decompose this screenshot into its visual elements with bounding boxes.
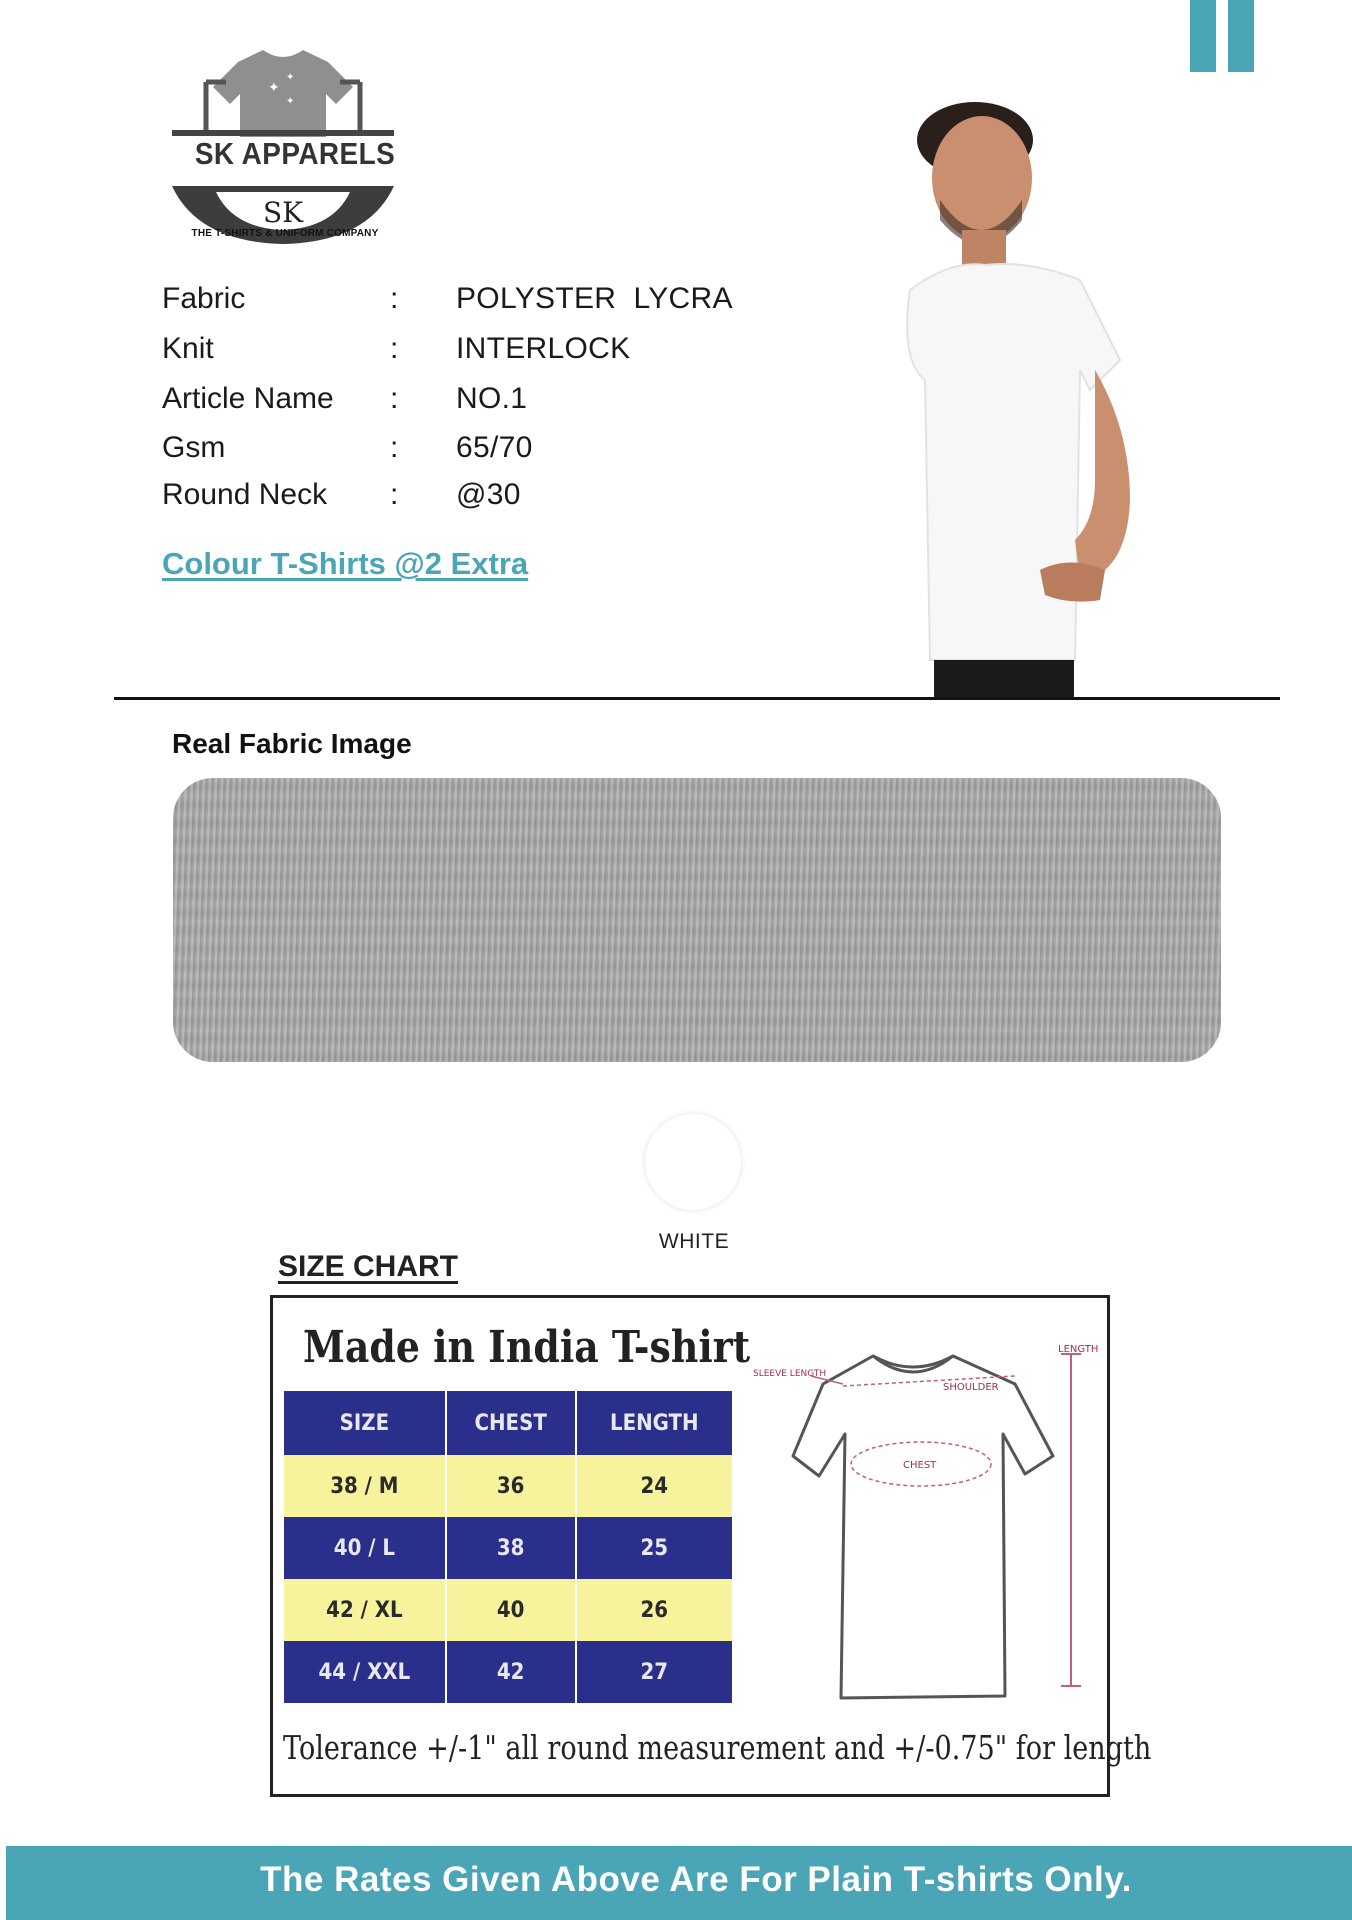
size-chart-title: Made in India T-shirt — [303, 1322, 751, 1373]
chest-cell: 40 — [446, 1579, 576, 1641]
tolerance-note: Tolerance +/-1" all round measurement and +/-0.75" for length — [283, 1728, 1152, 1767]
tshirt-measurement-diagram — [753, 1316, 1105, 1716]
brand-name: SK APPARELS — [194, 136, 396, 171]
size-cell: 44 / XXL — [284, 1641, 446, 1703]
fabric-heading: Real Fabric Image — [172, 728, 412, 759]
length-cell: 24 — [576, 1455, 732, 1517]
size-cell: 40 / L — [284, 1517, 446, 1579]
length-cell: 27 — [576, 1641, 732, 1703]
footer-banner — [6, 1846, 1352, 1920]
chest-cell: 36 — [446, 1455, 576, 1517]
brand-tagline: THE T-SHIRTS & UNIFORM COMPANY — [191, 228, 379, 239]
spec-colon: : — [390, 382, 399, 415]
spec-colon: : — [390, 431, 399, 464]
label-chest: CHEST — [903, 1460, 937, 1471]
colour-name: WHITE — [658, 1230, 730, 1253]
corner-bar-left — [1190, 0, 1216, 72]
size-cell: 38 / M — [284, 1455, 446, 1517]
table-row — [284, 1455, 732, 1517]
colour-tshirts-note: Colour T-Shirts @2 Extra — [162, 546, 529, 581]
column-header-size: SIZE — [284, 1391, 446, 1455]
logo-monogram: SK — [262, 196, 304, 229]
spec-value: @30 — [456, 478, 521, 511]
spec-colon: : — [390, 478, 399, 511]
spec-label: Article Name — [162, 382, 334, 415]
spec-value: NO.1 — [456, 382, 528, 415]
chest-cell: 38 — [446, 1517, 576, 1579]
spec-colon: : — [390, 282, 399, 315]
section-divider — [114, 697, 1280, 700]
spec-value: POLYSTER LYCRA — [456, 282, 733, 315]
svg-text:✦: ✦ — [286, 96, 295, 107]
spec-label: Round Neck — [162, 478, 328, 511]
size-table — [284, 1391, 732, 1703]
spec-label: Gsm — [162, 431, 226, 464]
colour-swatch-white — [645, 1114, 741, 1210]
spec-value: 65/70 — [456, 431, 533, 464]
model-photo — [890, 100, 1250, 700]
spec-colon: : — [390, 332, 399, 365]
column-header-length: LENGTH — [576, 1391, 732, 1455]
size-chart-heading: SIZE CHART — [278, 1250, 458, 1283]
corner-bar-right — [1228, 0, 1254, 72]
fabric-swatch-image — [173, 778, 1221, 1062]
label-length: LENGTH — [1058, 1344, 1099, 1355]
table-row — [284, 1641, 732, 1703]
spec-label: Knit — [162, 332, 214, 365]
chest-cell: 42 — [446, 1641, 576, 1703]
table-row — [284, 1579, 732, 1641]
size-chart — [270, 1295, 1152, 1797]
table-row — [284, 1517, 732, 1579]
svg-text:✦: ✦ — [268, 80, 280, 96]
spec-value: INTERLOCK — [456, 332, 631, 365]
length-cell: 26 — [576, 1579, 732, 1641]
svg-text:✦: ✦ — [286, 72, 295, 83]
size-cell: 42 / XL — [284, 1579, 446, 1641]
length-cell: 25 — [576, 1517, 732, 1579]
column-header-chest: CHEST — [446, 1391, 576, 1455]
label-shoulder: SHOULDER — [943, 1382, 999, 1393]
spec-label: Fabric — [162, 282, 246, 315]
footer-text: The Rates Given Above Are For Plain T-shirts Only. — [260, 1860, 1132, 1899]
table-header-row — [284, 1391, 732, 1455]
label-sleeve-length: SLEEVE LENGTH — [753, 1369, 827, 1379]
